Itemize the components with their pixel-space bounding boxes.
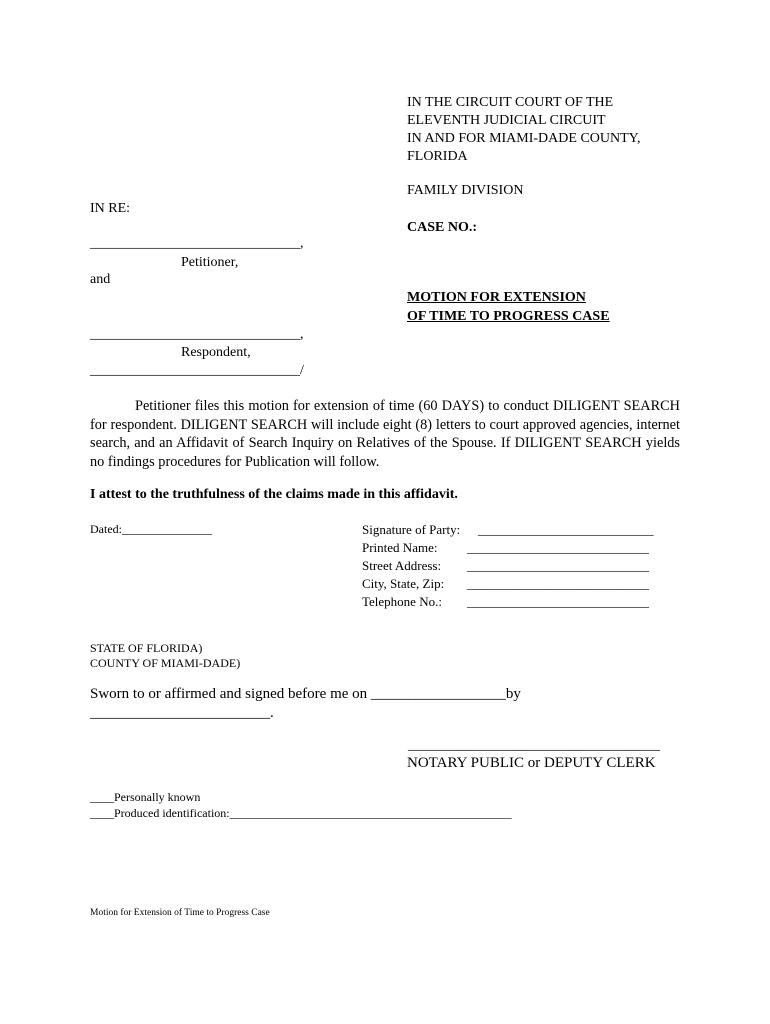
sworn-name-blank: ________________________. xyxy=(90,705,274,721)
sworn-statement: Sworn to or affirmed and signed before me on __________________by xyxy=(90,686,521,702)
dated-field: Dated:_______________ xyxy=(90,522,212,536)
court-line-1: IN THE CIRCUIT COURT OF THE xyxy=(407,95,614,110)
signature-blank: ___________________________ xyxy=(478,522,654,537)
court-line-3: IN AND FOR MIAMI-DADE COUNTY, xyxy=(407,131,641,146)
produced-identification-option: ____Produced identification:_______________________________________________ xyxy=(90,806,512,820)
petitioner-label: Petitioner, xyxy=(181,255,239,270)
case-number-label: CASE NO.: xyxy=(407,220,478,235)
motion-title-line-2: OF TIME TO PROGRESS CASE xyxy=(407,309,610,324)
street-address-label: Street Address: xyxy=(362,558,442,573)
in-re-label: IN RE: xyxy=(90,201,131,216)
petitioner-name-blank: ______________________________, xyxy=(90,236,304,251)
court-header xyxy=(407,94,640,166)
motion-body xyxy=(90,397,680,471)
motion-title-line-1: MOTION FOR EXTENSION xyxy=(407,290,586,305)
attest-statement: I attest to the truthfulness of the claims made in this affidavit. xyxy=(90,487,458,502)
page-footer: Motion for Extension of Time to Progress Case xyxy=(90,908,270,918)
court-line-4: FLORIDA xyxy=(407,149,468,164)
court-line-2: ELEVENTH JUDICIAL CIRCUIT xyxy=(407,113,606,128)
respondent-name-blank: ______________________________, xyxy=(90,327,304,342)
division-label: FAMILY DIVISION xyxy=(407,183,524,198)
notary-signature-blank: ____________________________________ xyxy=(408,738,660,753)
city-state-zip-label: City, State, Zip: xyxy=(362,576,445,591)
personally-known-option: ____Personally known xyxy=(90,790,201,804)
telephone-label: Telephone No.: xyxy=(362,594,442,609)
venue-county: COUNTY OF MIAMI-DADE) xyxy=(90,656,241,670)
venue-state: STATE OF FLORIDA) xyxy=(90,641,203,655)
printed-name-label: Printed Name: xyxy=(362,540,438,555)
street-address-blank: ____________________________ xyxy=(467,558,649,573)
caption-closing-blank: ______________________________/ xyxy=(90,363,304,378)
notary-label: NOTARY PUBLIC or DEPUTY CLERK xyxy=(407,755,656,771)
telephone-blank: ____________________________ xyxy=(467,594,649,609)
and-label: and xyxy=(90,272,111,287)
printed-name-blank: ____________________________ xyxy=(467,540,649,555)
motion-body-text: Petitioner files this motion for extension of time (60 DAYS) to conduct DILIGENT SEARCH for respondent. DILIGENT SEARCH will include eight (8) letters to court approved agencies, internet search, and an Affidavit of Search Inquiry on Relatives of the Spouse. If DILIGENT SEARCH yields no findings procedures for Publication will follow. xyxy=(90,398,680,470)
signature-label: Signature of Party: xyxy=(362,522,461,537)
respondent-label: Respondent, xyxy=(181,345,251,360)
city-state-zip-blank: ____________________________ xyxy=(467,576,649,591)
